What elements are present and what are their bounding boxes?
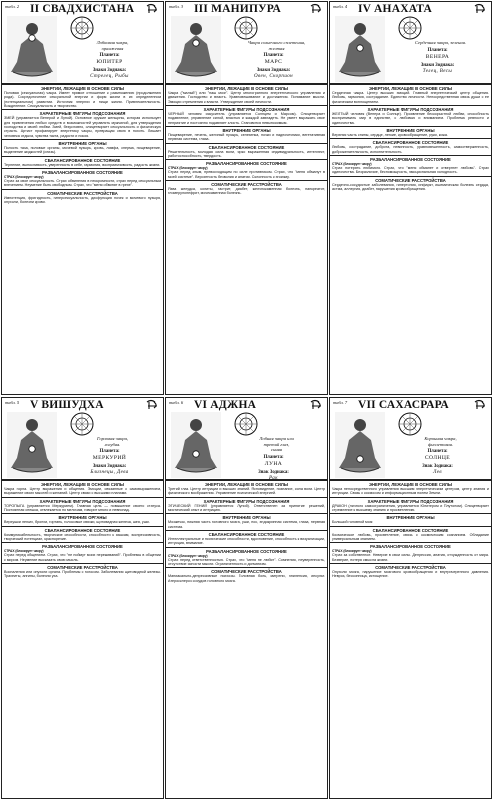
section-text: Импотенция, фригидность, гиперсексуальность, дисфункция почек и мочевого пузыря, опухоли, болезни крови. <box>4 195 161 205</box>
zodiac-label: Знаки Зодиака: <box>92 68 127 73</box>
chakra-header <box>330 2 491 84</box>
chakra-header <box>2 398 163 480</box>
section-heading: ХАРАКТЕРНЫЕ ФИГУРЫ ПОДСОЗНАНИЯ <box>330 497 491 504</box>
section-text: Опухоли мозга, нарушение мозгового кровообращения и внутричерепного давления. Невроз, бессонница, истощение. <box>332 570 489 579</box>
chakra-mandala-icon <box>398 412 422 436</box>
chakra-caption: третий глаз, <box>263 441 290 447</box>
section-text: Маниакально-депрессивные психозы. Головная боль, мигрени, эпилепсия, инсульт. Атеросклероз сосудов головного мозга. <box>168 574 325 583</box>
zodiac-value: Телец, Весы <box>422 68 453 74</box>
planet-value: СОЛНЦЕ <box>424 455 451 461</box>
chakra-mandala-icon <box>70 412 94 436</box>
section-text: Терпение, выносливость, уверенность в себе, гармония, восприимчивость, радость жизни. <box>4 162 161 167</box>
section-heading: ЭНЕРГИИ, ЛЕЖАЩИЕ В ОСНОВЕ СИЛЫ <box>330 480 491 487</box>
planet-label: Планета: <box>427 449 448 454</box>
fear-note: СТРАХ (блокирует чакру) <box>332 162 372 167</box>
planet-label: Планета: <box>99 449 120 454</box>
section-text: ЗМЕЙ (управляется Венерой и Луной). Основное оружие женщины, которая использует для привлечения любых средств и возможностей управлять мужчиной, для утверждения господства и своей любви. Змей, безусловно, олицетворяет сексуальность и физическую страсть. Артист профанирует энергетику чакры, превращая свою в похоть. Лишает человека отдыха, чувства такта, радости и покоя. <box>4 116 161 138</box>
section-text: ДРАКОН (личного самоограничения, управляется Юпитером и Плутоном). Олицетворяет стремление к высшему знанию и просветлению. <box>332 503 489 513</box>
section-heading: ЭНЕРГИИ, ЛЕЖАЩИЕ В ОСНОВЕ СИЛЫ <box>166 480 327 487</box>
chakra-caption: Сердечная чакра, зеленая. <box>414 40 467 45</box>
section-heading: СБАЛАНСИРОВАННОЕ СОСТОЯНИЕ <box>330 526 491 533</box>
table-number: табл. 4 <box>333 4 348 9</box>
planet-value: МЕРКУРИЙ <box>92 455 127 461</box>
planet-label: Планета: <box>263 454 284 460</box>
chakra-caption: желтая <box>268 45 285 51</box>
planet-label: Планета: <box>263 53 284 58</box>
section-heading: ВНУТРЕННИЕ ОРГАНЫ <box>2 513 163 520</box>
section-text: Третий глаз. Центр интуиции и высших знаний. Ясновидение, познание, сила воли. Центр физического воображения. Управление психической энергией. <box>168 487 325 496</box>
section-text: Решительность, молодая сила воли, ярко выраженная индивидуальность, интеллект, работоспособность, твердость. <box>168 149 325 159</box>
section-heading: СБАЛАНСИРОВАННОЕ СОСТОЯНИЕ <box>166 143 327 150</box>
fear-note: СТРАХ (блокирует чакру) <box>168 166 208 171</box>
table-number: табл. 5 <box>5 400 20 405</box>
chakra-card <box>165 1 328 395</box>
section-text: ЖЕЛТЫЙ человек (Венера и Солнце). Проявление бескорыстной любви, способность воспринимать мир в единстве, с любовью и вниманием. Проблема ревности и одиночества. <box>332 112 489 125</box>
meditating-figure-icon <box>335 16 385 82</box>
table-number: табл. 3 <box>169 4 184 9</box>
section-text: Чакра непосредственного управления высшим энергетическим центром, центр знания и интуиции. Связь с космосом и информационным полем Земли. <box>332 487 489 496</box>
zodiac-value: Овен, Скорпион <box>253 74 294 79</box>
chakra-caption: фиолетовая. <box>428 441 453 447</box>
zodiac-value: Стрелец, Рыбы <box>90 74 129 79</box>
chakra-title: V ВИШУДХА <box>30 399 104 411</box>
section-heading: ХАРАКТЕРНЫЕ ФИГУРЫ ПОДСОЗНАНИЯ <box>166 497 327 504</box>
section-heading: СБАЛАНСИРОВАННОЕ СОСТОЯНИЕ <box>2 156 163 163</box>
section-heading: РАЗБАЛАНСИРОВАННОЕ СОСТОЯНИЕ <box>330 155 491 162</box>
chakra-card <box>165 397 328 799</box>
section-text: Язва желудка, колиты, гастрит, диабет, желчнокаменная болезнь, панкреатит, гломерулонефрит, мочекаменная болезнь. <box>168 187 325 196</box>
chakra-card <box>329 1 492 395</box>
section-heading: ЭНЕРГИИ, ЛЕЖАЩИЕ В ОСНОВЕ СИЛЫ <box>166 84 327 91</box>
chakra-card <box>329 397 492 799</box>
section-heading: ВНУТРЕННИЕ ОРГАНЫ <box>330 513 491 520</box>
table-number: табл. 6 <box>169 400 184 405</box>
section-heading: ХАРАКТЕРНЫЕ ФИГУРЫ ПОДСОЗНАНИЯ <box>2 497 163 504</box>
section-heading: РАЗБАЛАНСИРОВАННОЕ СОСТОЯНИЕ <box>2 542 163 549</box>
zodiac-value: Лев <box>433 470 442 475</box>
section-text: ЧЕРНЫЙ человек искуситель (управляется Солнцем и Марсом). Олицетворяет подавление, управление силой, властью и жаждой завладеть. Не умеет выражать свое неприятие и постоянно подавляет злость. Становится невыносимым. <box>168 112 325 125</box>
section-heading: ЭНЕРГИИ, ЛЕЖАЩИЕ В ОСНОВЕ СИЛЫ <box>2 480 163 487</box>
chakra-header <box>166 2 327 84</box>
section-heading: РАЗБАЛАНСИРОВАННОЕ СОСТОЯНИЕ <box>2 168 163 175</box>
section-heading: СОМАТИЧЕСКИЕ РАССТРОЙСТВА <box>166 180 327 187</box>
chakra-header <box>166 398 327 480</box>
planet-value: ВЕНЕРА <box>425 53 450 60</box>
chakra-header <box>2 2 163 84</box>
section-text: Страх за свое сексуальность. Страх обвинения в нескромности, страх перед сексуальным влечением. Неумение быть свободным. Страх, что "меня обвинят в грехе". <box>4 179 161 188</box>
section-text: Страх за собственное. Неверие в свои силы. Депрессия, апатия, отчужденность от мира. Безверие, потеря смысла жизни. <box>332 553 489 562</box>
section-text: Страх перед ответственностью. Страх, что "меня не любят". Сомнения, неуверенность, отсутствие ясности мысли. Ограниченность и догматизм. <box>168 557 325 567</box>
meditating-figure-icon <box>7 412 57 478</box>
section-text: Воспаления или опухоли органа. Проблемы с голосом. Заболевания щитовидной железы. Трахеиты, ангины, болезни уха. <box>4 570 161 579</box>
fear-note: СТРАХ (блокирует чакру) <box>332 549 372 554</box>
section-heading: ХАРАКТЕРНЫЕ ФИГУРЫ ПОДСОЗНАНИЯ <box>166 105 327 112</box>
section-heading: СБАЛАНСИРОВАННОЕ СОСТОЯНИЕ <box>330 138 491 145</box>
section-heading: СОМАТИЧЕСКИЕ РАССТРОЙСТВА <box>2 189 163 196</box>
meditating-figure-icon <box>171 412 221 478</box>
chakra-card <box>1 1 164 395</box>
section-heading: СБАЛАНСИРОВАННОЕ СОСТОЯНИЕ <box>2 526 163 533</box>
chakra-header <box>330 398 491 480</box>
section-heading: ВНУТРЕННИЕ ОРГАНЫ <box>330 126 491 133</box>
zodiac-value: Рак <box>269 475 278 481</box>
zodiac-label: Знаки Зодиака: <box>92 464 127 469</box>
section-heading: СОМАТИЧЕСКИЕ РАССТРОЙСТВА <box>330 563 491 570</box>
section-heading: ВНУТРЕННИЕ ОРГАНЫ <box>2 139 163 146</box>
section-text: Страх перед злым, превосходящим по силе противником. Страх, что "меня обманут в моей системе". Вероятность безволия и апатии. Склонность к эгоизму. <box>168 170 325 179</box>
meditating-figure-icon <box>171 16 221 82</box>
zodiac-label: Знак Зодиака: <box>258 469 289 475</box>
chakra-mandala-icon <box>398 16 422 40</box>
planet-value: ЛУНА <box>264 460 283 467</box>
section-heading: РАЗБАЛАНСИРОВАННОЕ СОСТОЯНИЕ <box>166 159 327 166</box>
chakra-title: III МАНИПУРА <box>194 3 281 15</box>
section-text: Интеллектуальные и психические способности, вдохновение, способность к визуализации, интуиция, внимание. <box>168 537 325 546</box>
chakra-title: II СВАДХИСТАНА <box>30 3 135 15</box>
table-number: табл. 2 <box>5 4 20 9</box>
section-heading: ХАРАКТЕРНЫЕ ФИГУРЫ ПОДСОЗНАНИЯ <box>2 109 163 116</box>
zodiac-label: Знаки Зодиака: <box>256 68 291 73</box>
chakra-title: VII САХАСРАРА <box>358 399 449 411</box>
section-text: Сердечная чакра. Центр высших эмоций. Главный энергетический центр общения. Любовь, гармония, сострадание. Единство личности. Непосредственная связь души с ее физическим воплощением. <box>332 91 489 104</box>
section-text: Мозжечок, нижняя часть головного мозга, уши, нос, эндокринная система, глаза, нервная система. <box>168 520 325 529</box>
sanskrit-symbol-icon <box>474 399 487 410</box>
section-text: Половая (сексуальная) чакра. Имеет прямое отношение к размножению (продолжению рода). Сосредоточение сексуальной энергии и форм жизни в их определенном (потенциальном) развитии. Источник энергии и пищи жизни. Привлекательность. Вожделение. Сексуальность и творчество. <box>4 91 161 109</box>
zodiac-label: Знаки Зодиака: <box>420 62 455 68</box>
sanskrit-symbol-icon <box>310 399 323 410</box>
zodiac-label: Знак Зодиака: <box>422 464 453 469</box>
section-heading: ВНУТРЕННИЕ ОРГАНЫ <box>166 513 327 520</box>
section-text: Коммуникабельность, творческие способности, способности к языкам, экспрессивность, творческий потенциал, красноречие. <box>4 532 161 542</box>
section-text: Страх потерять любимого. Страх, что "меня обманет и отвергнет любовь". Страх одиночества. Безразличие, беспомощность, эмоциональная холодность. <box>332 166 489 175</box>
section-heading: СБАЛАНСИРОВАННОЕ СОСТОЯНИЕ <box>166 530 327 537</box>
meditating-figure-icon <box>7 16 57 82</box>
chakra-caption: синяя <box>271 447 282 452</box>
fear-note: СТРАХ (блокирует чакру) <box>4 175 44 180</box>
sanskrit-symbol-icon <box>146 399 159 410</box>
sanskrit-symbol-icon <box>310 3 323 14</box>
chakra-caption: оранжевая <box>101 45 124 51</box>
zodiac-value: Близнецы, Дева <box>90 470 129 475</box>
section-heading: СОМАТИЧЕСКИЕ РАССТРОЙСТВА <box>330 176 491 183</box>
section-heading: ХАРАКТЕРНЫЕ ФИГУРЫ ПОДСОЗНАНИЯ <box>330 105 491 112</box>
section-heading: РАЗБАЛАНСИРОВАННОЕ СОСТОЯНИЕ <box>166 547 327 554</box>
section-heading: ЭНЕРГИИ, ЛЕЖАЩИЕ В ОСНОВЕ СИЛЫ <box>330 84 491 91</box>
chakra-caption: Коронная чакра, <box>424 436 457 441</box>
section-heading: СОМАТИЧЕСКИЕ РАССТРОЙСТВА <box>2 563 163 570</box>
fear-note: СТРАХ (блокирует чакру) <box>168 553 208 558</box>
chakra-caption: голубая. <box>104 441 121 447</box>
section-heading: ВНУТРЕННИЕ ОРГАНЫ <box>166 126 327 133</box>
section-text: Сердечно-сосудистые заболевания, гипертония, инфаркт, ишемическая болезнь сердца, астма, аллергия, диабет, нарушения кровообращения. <box>332 182 489 192</box>
meditating-figure-icon <box>335 412 385 478</box>
section-text: Верхняя часть спины, сердце, легкие, кровообращение, руки, кожа. <box>332 133 448 138</box>
chakra-caption: Лобковая чакра, <box>96 40 129 45</box>
chakra-caption: Горловая чакра, <box>96 436 129 441</box>
planet-value: МАРС <box>264 59 283 65</box>
section-text: Полость таза, половые органы, мочевой пузырь, кровь, лимфа, сперма, пищеварение, выделение жидкостей (слизь). <box>4 146 161 155</box>
section-text: ТОРОПЫГА (управляется Меркурием). Главная цель — повышение своего статуса. Постоянная спешка, отвлекается по мелочам, говорит много и невпопад. <box>4 503 161 513</box>
section-heading: СОМАТИЧЕСКИЕ РАССТРОЙСТВА <box>166 567 327 574</box>
section-text: ЭТИЧЕСКИЙ ГЕНИЙ (управляется Луной). Ответственен за принятие решений, мистический опыт и интуицию. <box>168 503 325 513</box>
sanskrit-symbol-icon <box>146 3 159 14</box>
sanskrit-symbol-icon <box>474 3 487 14</box>
section-text: Большой головной мозг. <box>332 520 374 525</box>
chakra-title: VI АДЖНА <box>194 399 257 411</box>
section-text: Чакра горла. Центр выражения и общения. Эмоции, связанные с самовыражением, выражение своих мыслей и желаний. Центр связи с высшими планами. <box>4 487 161 496</box>
fear-note: СТРАХ (блокирует чакру) <box>4 549 44 554</box>
section-text: Космическое любовь, просветление, связь с космическим сознанием. Обладание универсальным знанием. <box>332 532 489 542</box>
section-text: Верхушки легких, бронхи, гортань, голосовые связки, щитовидная железа, шея, уши. <box>4 520 150 525</box>
section-text: Чакра ("малый") или "наш мозг". Центр многогранного энергетического управления и движения. Господство и власть. Уравновешивание и достижения. Понимание мысли. Эмоции стремления к власти. Утверждение своей личности. <box>168 91 325 104</box>
chakra-caption: Чакра солнечного сплетения, <box>247 40 306 45</box>
chakra-mandala-icon <box>234 16 258 40</box>
section-heading: ЭНЕРГИИ, ЛЕЖАЩИЕ В ОСНОВЕ СИЛЫ <box>2 84 163 91</box>
chakra-card <box>1 397 164 799</box>
planet-label: Планета: <box>427 47 448 53</box>
section-text: Страх перед общением. Страх, что "не поймут моих переживаний". Проблемы в общении с миром. Неумение высказать свою мысль. <box>4 553 161 562</box>
chakra-mandala-icon <box>70 16 94 40</box>
table-number: табл. 7 <box>333 400 348 405</box>
section-heading: РАЗБАЛАНСИРОВАННОЕ СОСТОЯНИЕ <box>330 542 491 549</box>
section-text: Любовь, сострадание, доброта, невинность, уравновешенность, самоотверженность, доброжелательность, исполнительность. <box>332 145 489 154</box>
planet-value: ЮПИТЕР <box>96 59 123 65</box>
chakra-mandala-icon <box>234 412 258 436</box>
chakra-title: IV АНАХАТА <box>358 3 433 15</box>
planet-label: Планета: <box>99 53 120 58</box>
section-text: Пищеварение, печень, желчный пузырь, селезенка, почки и надпочечники, вегетативная нервная система, глаза. <box>168 133 325 142</box>
chakra-caption: Лобная чакра или <box>259 436 294 441</box>
